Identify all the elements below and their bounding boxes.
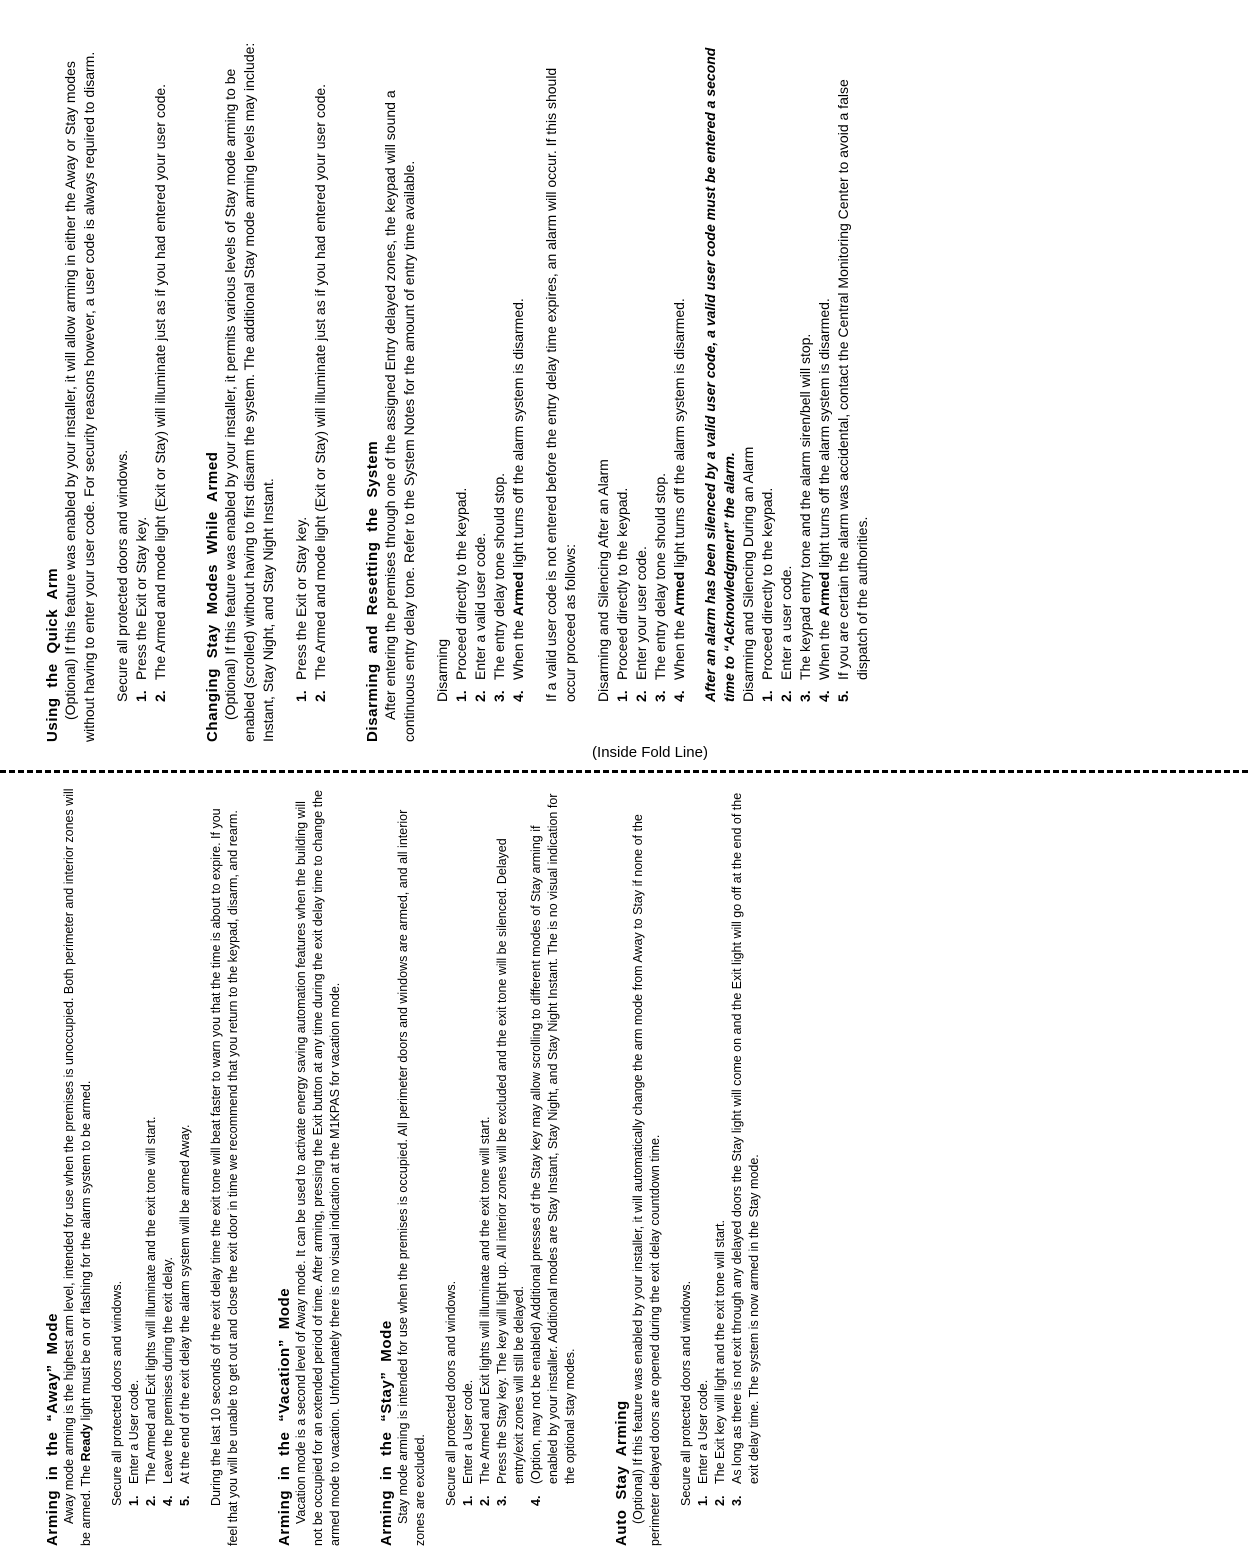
list-item: 1. Enter a User code. bbox=[696, 1379, 710, 1506]
steps-list bbox=[126, 786, 194, 1506]
section-title: Disarming and Resetting the System bbox=[364, 440, 381, 742]
list-item: 1. Proceed directly to the keypad. bbox=[614, 487, 630, 702]
invalid-code-note: If a valid user code is not entered before the entry delay time expires, an alarm will occur. If this should occur proceed as follows: bbox=[543, 67, 578, 702]
disarming-label: Disarming bbox=[434, 638, 450, 702]
disarming-steps bbox=[452, 42, 528, 702]
list-item: 5. At the end of the exit delay the alarm system will be armed Away. bbox=[178, 1124, 192, 1506]
section-body: (Optional) If this feature was enabled by your installer, it permits various levels of Stay mode arming to be enabled (scrolled) without having to first disarm the system. The additional Stay mode arming levels may include: Instant, Stay Night, and Stay Night Instant. bbox=[222, 42, 276, 742]
list-item: 4. When the Armed light turns off the alarm system is disarmed. bbox=[510, 298, 526, 702]
list-item: 1. Press the Exit or Stay key. bbox=[133, 516, 149, 702]
list-item: 2. Enter a user code. bbox=[778, 565, 794, 702]
during-alarm-label: Disarming and Silencing During an Alarm bbox=[740, 446, 756, 702]
section-body: (Optional) If this feature was enabled by your installer, it will allow arming in either the Away or Stay modes without having to enter your user code. For security reasons however, a user code is always required to disarm. bbox=[62, 51, 97, 742]
fold-line-label: (Inside Fold Line) bbox=[592, 744, 708, 761]
list-item: 3. As long as there is not exit through any delayed doors the Stay light will come on and the Exit light will go off at the end of the exit delay time. The system is now armed in the Stay mode. bbox=[730, 792, 761, 1506]
changing-stay-section bbox=[204, 42, 330, 742]
section-body: Vacation mode is a second level of Away mode. It can be used to activate energy saving automation features when the building will not be occupied for an extended period of time. After arming, pressing the Exit button at any time during the exit delay time to change the armed mode to vacation. Unfortunately there is no visual indication at the M1KPAS for vacation mode. bbox=[294, 789, 342, 1546]
section-title: Changing Stay Modes While Armed bbox=[204, 451, 221, 742]
list-item: 2. The Armed and mode light (Exit or Stay) will illuminate just as if you had entered your user code. bbox=[152, 83, 168, 702]
steps-list bbox=[292, 42, 330, 702]
list-item: 2. The Armed and mode light (Exit or Stay) will illuminate just as if you had entered your user code. bbox=[312, 83, 328, 702]
fold-line-divider bbox=[0, 770, 1248, 773]
during-alarm-steps bbox=[758, 42, 872, 702]
list-item: 4. When the Armed light turns off the alarm system is disarmed. bbox=[816, 298, 832, 702]
list-item: 5. If you are certain the alarm was accidental, contact the Central Monitoring Center to avoid a false dispatch of the authorities. bbox=[835, 79, 870, 702]
list-item: 1. Proceed directly to the keypad. bbox=[453, 487, 469, 702]
list-item: 2. The Exit key will light and the exit tone will start. bbox=[713, 1219, 727, 1506]
steps-list bbox=[460, 786, 579, 1506]
exit-delay-note: During the last 10 seconds of the exit delay time the exit tone will beat faster to warn you that the time is about to expire. If you feel that you will be unable to get out and close the exit door in time we recommend that you return to the keypad, disarm, and rearm. bbox=[209, 808, 240, 1546]
section-intro: Secure all protected doors and windows. bbox=[110, 1280, 124, 1506]
away-mode-section bbox=[44, 786, 242, 1546]
stay-mode-section bbox=[378, 786, 579, 1546]
list-item: 4. When the Armed light turns off the alarm system is disarmed. bbox=[671, 298, 687, 702]
top-panel bbox=[44, 42, 906, 742]
disarming-section bbox=[364, 42, 872, 742]
section-intro: Secure all protected doors and windows. bbox=[114, 449, 130, 702]
section-title: Using the Quick Arm bbox=[44, 567, 61, 742]
section-body: After entering the premises through one of the assigned Entry delayed zones, the keypad will sound a continuous entry delay tone. Refer to the System Notes for the amount of entry time available. bbox=[382, 90, 417, 742]
list-item: 4. (Option, may not be enabled) Additional presses of the Stay key may allow scrolling to different modes of Stay arming if enabled by your installer. Additional modes are Stay Instant, Stay Night, and Stay Night Instant. The is no visual indication for the optional stay modes. bbox=[529, 793, 577, 1506]
steps-list bbox=[132, 42, 170, 702]
section-intro: Secure all protected doors and windows. bbox=[679, 1280, 693, 1506]
list-item: 3. The keypad entry tone and the alarm siren/bell will stop. bbox=[797, 333, 813, 702]
bottom-panel bbox=[44, 786, 797, 1546]
list-item: 2. The Armed and Exit lights will illuminate and the exit tone will start. bbox=[144, 1116, 158, 1506]
list-item: 3. The entry delay tone should stop. bbox=[652, 472, 668, 702]
section-title: Auto Stay Arming bbox=[613, 1400, 630, 1546]
list-item: 2. The Armed and Exit lights will illuminate and the exit tone will start. bbox=[478, 1116, 492, 1506]
section-title: Arming in the “Away” Mode bbox=[44, 1312, 61, 1546]
list-item: 1. Enter a User code. bbox=[127, 1379, 141, 1506]
section-intro: Secure all protected doors and windows. bbox=[444, 1280, 458, 1506]
list-item: 1. Press the Exit or Stay key. bbox=[293, 516, 309, 702]
section-body: Stay mode arming is intended for use when the premises is occupied. All perimeter doors and windows are armed, and all interior zones are excluded. bbox=[396, 809, 427, 1546]
section-body: Away mode arming is the highest arm level, intended for use when the premises is unoccupied. Both perimeter and interior zones will be armed. The Ready light must be on or flashing for the alarm system to be armed. bbox=[62, 788, 93, 1546]
list-item: 2. Enter your user code. bbox=[633, 546, 649, 702]
list-item: 4. Leave the premises during the exit delay. bbox=[161, 1257, 175, 1506]
section-title: Arming in the “Stay” Mode bbox=[378, 1320, 395, 1546]
auto-stay-section bbox=[613, 786, 763, 1546]
steps-list bbox=[695, 786, 763, 1506]
section-body: (Optional) If this feature was enabled by your installer, it will automatically change the arm mode from Away to Stay if none of the perimeter delayed doors are opened during the exit delay countdown time. bbox=[631, 814, 662, 1546]
list-item: 3. Press the Stay key. The key will light up. All interior zones will be excluded and the exit tone will be silenced. Delayed entry/exit zones will still be delayed. bbox=[495, 838, 526, 1506]
vacation-mode-section bbox=[276, 786, 344, 1546]
list-item: 3. The entry delay tone should stop. bbox=[491, 472, 507, 702]
list-item: 2. Enter a valid user code. bbox=[472, 532, 488, 702]
section-title: Arming in the “Vacation” Mode bbox=[276, 1287, 293, 1546]
after-alarm-steps bbox=[613, 42, 689, 702]
quick-arm-section bbox=[44, 42, 170, 742]
acknowledgment-warning: After an alarm has been silenced by a valid user code, a valid user code must be entered a second time to “Acknowledgment” the alarm. bbox=[702, 47, 737, 702]
after-alarm-label: Disarming and Silencing After an Alarm bbox=[595, 459, 611, 702]
list-item: 1. Enter a User code. bbox=[461, 1379, 475, 1506]
list-item: 1. Proceed directly to the keypad. bbox=[759, 487, 775, 702]
